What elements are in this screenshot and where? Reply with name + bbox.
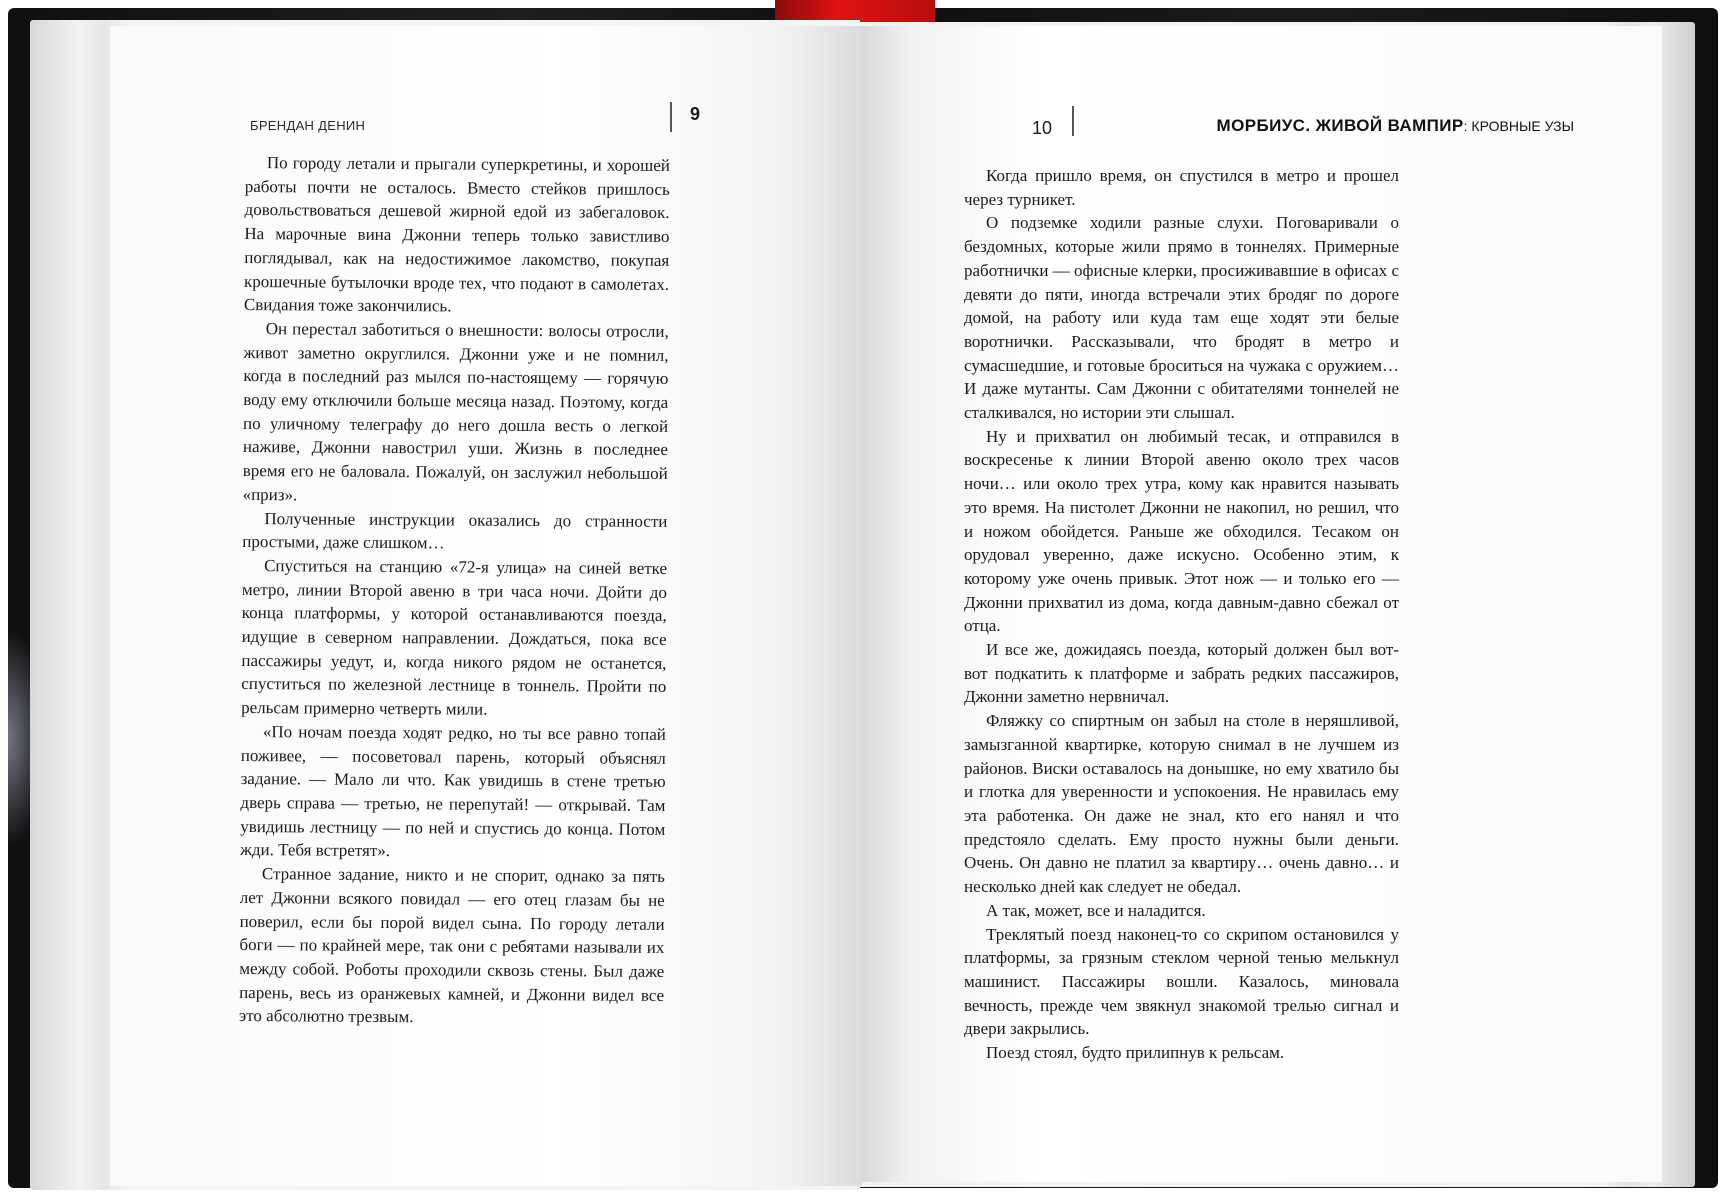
paragraph: И все же, дожидаясь поезда, который должен был вот-вот подкатить к платформе и забрать редких пассажиров, Джонни заметно нервничал. — [964, 640, 1399, 707]
paragraph: Поезд стоял, будто прилипнув к рельсам. — [986, 1043, 1285, 1063]
paragraph: Он перестал заботиться о внешности: волосы отросли, живот заметно округлился. Джонни уже и не помнил, когда в последний раз мылся по-настоящему — горячую воду ему отключили больше месяца назад. Поэтому, когда по уличному телеграфу до него дошла весть о легкой наживе, Джонни навострил уши. Жизнь в последнее время его не баловала. Пожалуй, он заслужил небольшой «приз». — [242, 319, 669, 505]
page-number: 9 — [690, 104, 701, 124]
body-text — [239, 151, 670, 1031]
paragraph: Треклятый поезд наконец-то со скрипом остановился у платформы, за грязным стеклом черной тенью мелькнул машинист. Пассажиры вошли. Казалось, миновала вечность, прежде чем звякнул знакомой трелью сигнал и двери закрылись. — [964, 924, 1399, 1039]
header-rule — [670, 102, 672, 132]
book-subtitle: : КРОВНЫЕ УЗЫ — [1463, 118, 1574, 134]
paragraph: Ну и прихватил он любимый тесак, и отправился в воскресенье к линии Второй авеню около трех часов ночи… или около трех утра, кому как нравится называть это время. На пистолет Джонни не накопил, но решил, что и ножом обойдется. Раньше же обходился. Тесаком он орудовал уверенно, даже искусно. Особенно этим, к которому уже очень привык. Этот нож — и только его — Джонни прихватил из дома, когда давным-давно сбежал от отца. — [964, 426, 1399, 636]
paragraph: Полученные инструкции оказались до странности простыми, даже слишком… — [242, 508, 668, 553]
header-rule — [1072, 106, 1074, 136]
body-text — [964, 164, 1399, 1065]
paragraph: Странное задание, никто и не спорит, однако за пять лет Джонни всякого повидал — его отец глазам бы не поверил, если бы порой видел сына. По городу летали боги — по крайней мере, так они с ребятами называли их между собой. Роботы проходили сквозь стены. Был даже парень, весь из оранжевых камней, и Джонни видел все это абсолютно трезвым. — [238, 864, 666, 1027]
paragraph: Фляжку со спиртным он забыл на столе в неряшливой, замызганной квартирке, которую снимал в не лучшем из районов. Виски оставалось на донышке, но ему хватило бы и глотка для уверенности и успокоения. Не нравилась ему эта работенка. Он даже не знал, кто его нанял и что предстояло сделать. Ему просто нужны были деньги. Очень. Он давно не платил за квартиру… очень давно… и несколько дней как следует не обедал. — [964, 711, 1399, 897]
page-number: 10 — [1032, 118, 1053, 138]
paragraph: «По ночам поезда ходят редко, но ты все равно топай поживее, — посоветовал парень, который объяснял задание. — Мало ли что. Как увидишь в стене третью дверь справа — третью, не перепутай! — открывай. Там увидишь лестницу — по ней и спустись до конца. Потом жди. Тебя встретят». — [240, 722, 667, 861]
paragraph: По городу летали и прыгали суперкретины, и хорошей работы почти не осталось. Вместо стейков пришлось довольствоваться дешевой жирной едой из забегаловок. На марочные вина Джонни теперь только завистливо поглядывал, как на недостижимое лакомство, покупая крошечные бутылочки вроде тех, что подают в самолетах. Свидания тоже закончились. — [243, 153, 670, 316]
running-header-title — [1217, 116, 1574, 136]
paragraph: А так, может, все и наладится. — [986, 900, 1206, 920]
right-page — [862, 26, 1662, 1182]
running-header-author: БРЕНДАН ДЕНИН — [250, 118, 366, 133]
left-page — [110, 26, 862, 1186]
paragraph: Когда пришло время, он спустился в метро и прошел через турникет. — [964, 166, 1399, 209]
book-title: МОРБИУС. ЖИВОЙ ВАМПИР — [1216, 116, 1464, 135]
paragraph: О подземке ходили разные слухи. Поговаривали о бездомных, которые жили прямо в тоннелях. Примерные работнички — офисные клерки, просиживавшие в офисах с девяти до пяти, иногда встречали этих бродяг по дороге домой, на работу или куда там еще ходят эти белые воротнички. Рассказывали, что бродят в метро и сумасшедшие, и готовые броситься на чужака с оружием… И даже мутанты. Сам Джонни с обитателями тоннелей не сталкивался, но истории эти слышал. — [964, 213, 1399, 423]
bookmark-ribbon — [775, 0, 935, 22]
paragraph: Спуститься на станцию «72-я улица» на синей ветке метро, линии Второй авеню в три часа ночи. Дойти до конца платформы, у которой останавливаются поезда, идущие в северном направлении. Дождаться, пока все пассажиры уедут, и, когда никого рядом не останется, спуститься по железной лестнице в тоннель. Пройти по рельсам примерно четверть мили. — [241, 556, 668, 719]
